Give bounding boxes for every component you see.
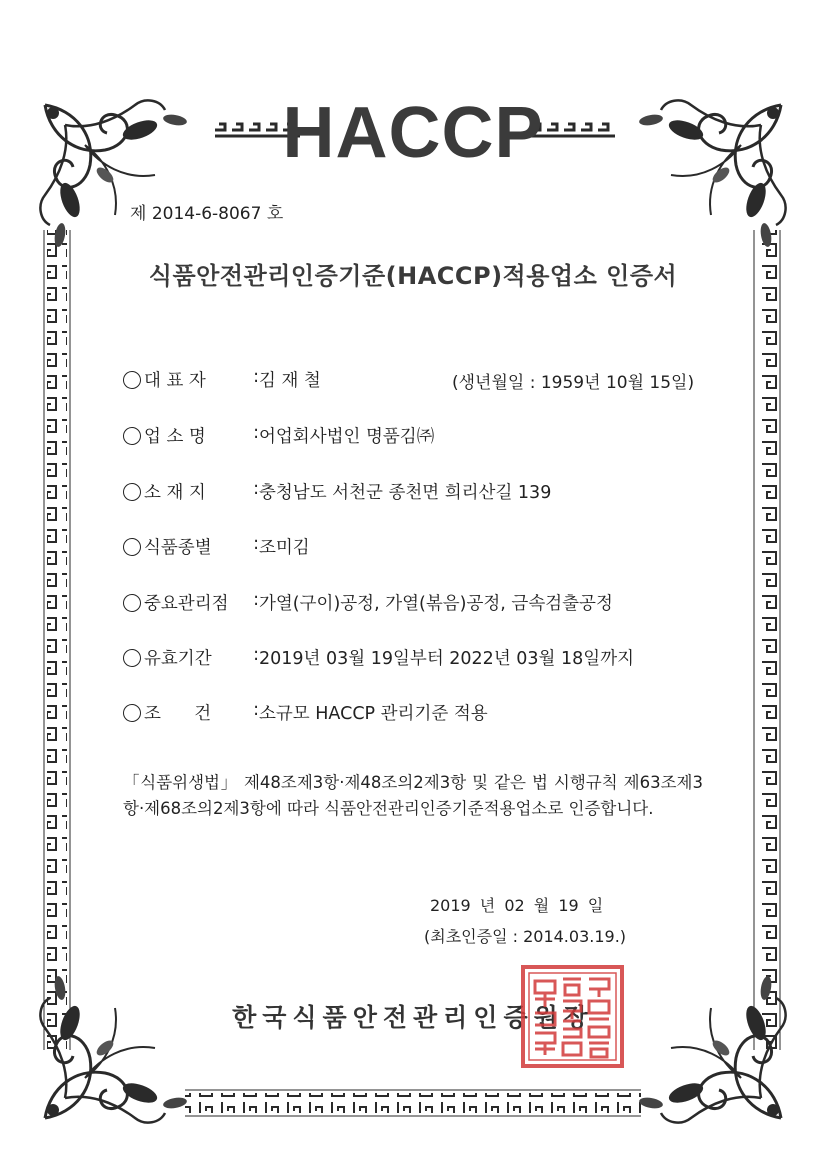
field-label: 소 재 지 [144, 483, 206, 503]
field-label: 업 소 명 [144, 427, 206, 447]
field-label: 대 표 자 [144, 371, 206, 391]
field-row-validity-period: 유효기간 : 2019년 03월 19일부터 2022년 03월 18일까지 [123, 645, 634, 670]
bullet-circle-icon [123, 371, 141, 389]
bullet-circle-icon [123, 483, 141, 501]
haccp-logo: HACCP [282, 93, 544, 173]
field-value: 충청남도 서천군 종천면 희리산길 139 [259, 483, 552, 503]
bullet-circle-icon [123, 594, 141, 612]
field-value: 어업회사법인 명품김㈜ [259, 427, 435, 447]
issuer-name: 한국식품안전관리인증원장 [232, 1003, 594, 1032]
official-seal-stamp [519, 963, 626, 1070]
certificate-number: 제 2014-6-8067 호 [130, 204, 284, 224]
certification-statement: 「식품위생법」 제48조제3항·제48조의2제3항 및 같은 법 시행규칙 제63조제3항·제68조의2제3항에 따라 식품안전관리인증기준적용업소로 인증합니다. [123, 773, 703, 818]
first-certification-date: (최초인증일 : 2014.03.19.) [424, 927, 627, 946]
bullet-circle-icon [123, 649, 141, 667]
bullet-circle-icon [123, 704, 141, 722]
page-title: 식품안전관리인증기준(HACCP)적용업소 인증서 [148, 262, 678, 290]
bullet-circle-icon [123, 427, 141, 445]
field-value: 소규모 HACCP 관리기준 적용 [259, 704, 488, 724]
field-row-address: 소 재 지 : 충청남도 서천군 종천면 희리산길 139 [123, 479, 551, 504]
field-value: 김 재 철 [259, 371, 321, 391]
field-row-food-type: 식품종별 : 조미김 [123, 534, 310, 559]
field-label: 조 건 [144, 704, 212, 724]
field-row-business-name: 업 소 명 : 어업회사법인 명품김㈜ [123, 423, 434, 448]
field-row-representative: 대 표 자 : 김 재 철 [123, 367, 321, 392]
field-row-conditions: 조 건 : 소규모 HACCP 관리기준 적용 [123, 700, 488, 725]
field-label: 유효기간 [144, 649, 212, 669]
field-label: 중요관리점 [144, 594, 229, 614]
bullet-circle-icon [123, 538, 141, 556]
field-row-critical-control-points: 중요관리점 : 가열(구이)공정, 가열(볶음)공정, 금속검출공정 [123, 590, 613, 615]
field-value: 2019년 03월 19일부터 2022년 03월 18일까지 [259, 649, 635, 669]
birth-date: (생년월일 : 1959년 10월 15일) [452, 373, 695, 393]
field-value: 조미김 [259, 538, 310, 558]
issue-date: 2019 년 02 월 19 일 [430, 896, 604, 915]
field-value: 가열(구이)공정, 가열(볶음)공정, 금속검출공정 [259, 594, 613, 614]
field-label: 식품종별 [144, 538, 212, 558]
